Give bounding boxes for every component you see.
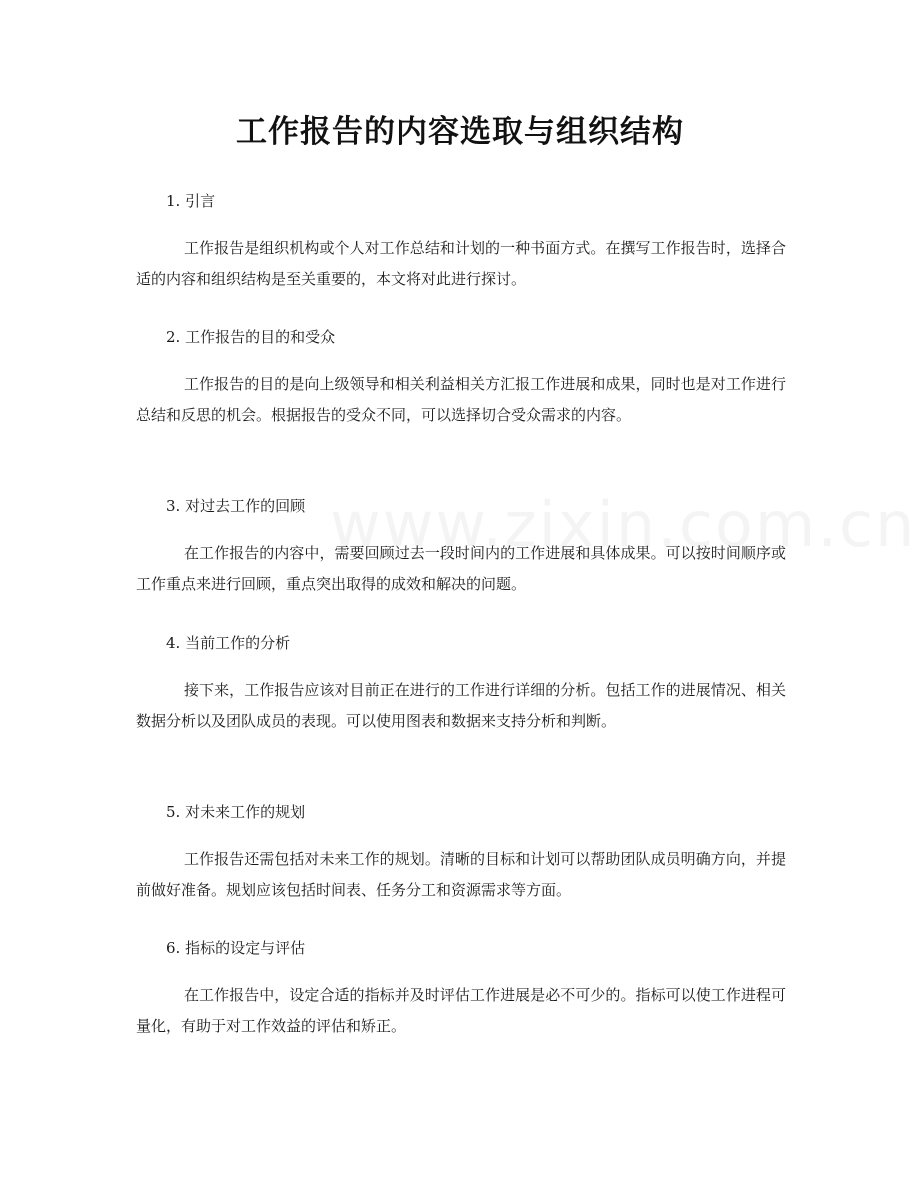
section-heading-5: 5. 对未来工作的规划 xyxy=(166,803,306,821)
section-heading-1: 1. 引言 xyxy=(166,192,216,210)
section-heading-6: 6. 指标的设定与评估 xyxy=(166,939,306,957)
page-title: 工作报告的内容选取与组织结构 xyxy=(236,114,684,150)
section-paragraph-1: 工作报告是组织机构或个人对工作总结和计划的一种书面方式。在撰写工作报告时，选择合适的内容和组织结构是至关重要的，本文将对此进行探讨。 xyxy=(136,239,786,288)
section-heading-3: 3. 对过去工作的回顾 xyxy=(166,497,306,515)
section-paragraph-2: 工作报告的目的是向上级领导和相关利益相关方汇报工作进展和成果，同时也是对工作进行总结和反思的机会。根据报告的受众不同，可以选择切合受众需求的内容。 xyxy=(136,375,786,424)
section-heading-2: 2. 工作报告的目的和受众 xyxy=(166,328,336,346)
section-heading-4: 4. 当前工作的分析 xyxy=(166,634,291,652)
section-paragraph-6: 在工作报告中，设定合适的指标并及时评估工作进展是必不可少的。指标可以使工作进程可量化，有助于对工作效益的评估和矫正。 xyxy=(136,986,786,1035)
section-paragraph-3: 在工作报告的内容中，需要回顾过去一段时间内的工作进展和具体成果。可以按时间顺序或工作重点来进行回顾，重点突出取得的成效和解决的问题。 xyxy=(136,544,786,593)
section-paragraph-4: 接下来，工作报告应该对目前正在进行的工作进行详细的分析。包括工作的进展情况、相关数据分析以及团队成员的表现。可以使用图表和数据来支持分析和判断。 xyxy=(136,681,786,730)
section-paragraph-5: 工作报告还需包括对未来工作的规划。清晰的目标和计划可以帮助团队成员明确方向，并提前做好准备。规划应该包括时间表、任务分工和资源需求等方面。 xyxy=(136,850,786,899)
